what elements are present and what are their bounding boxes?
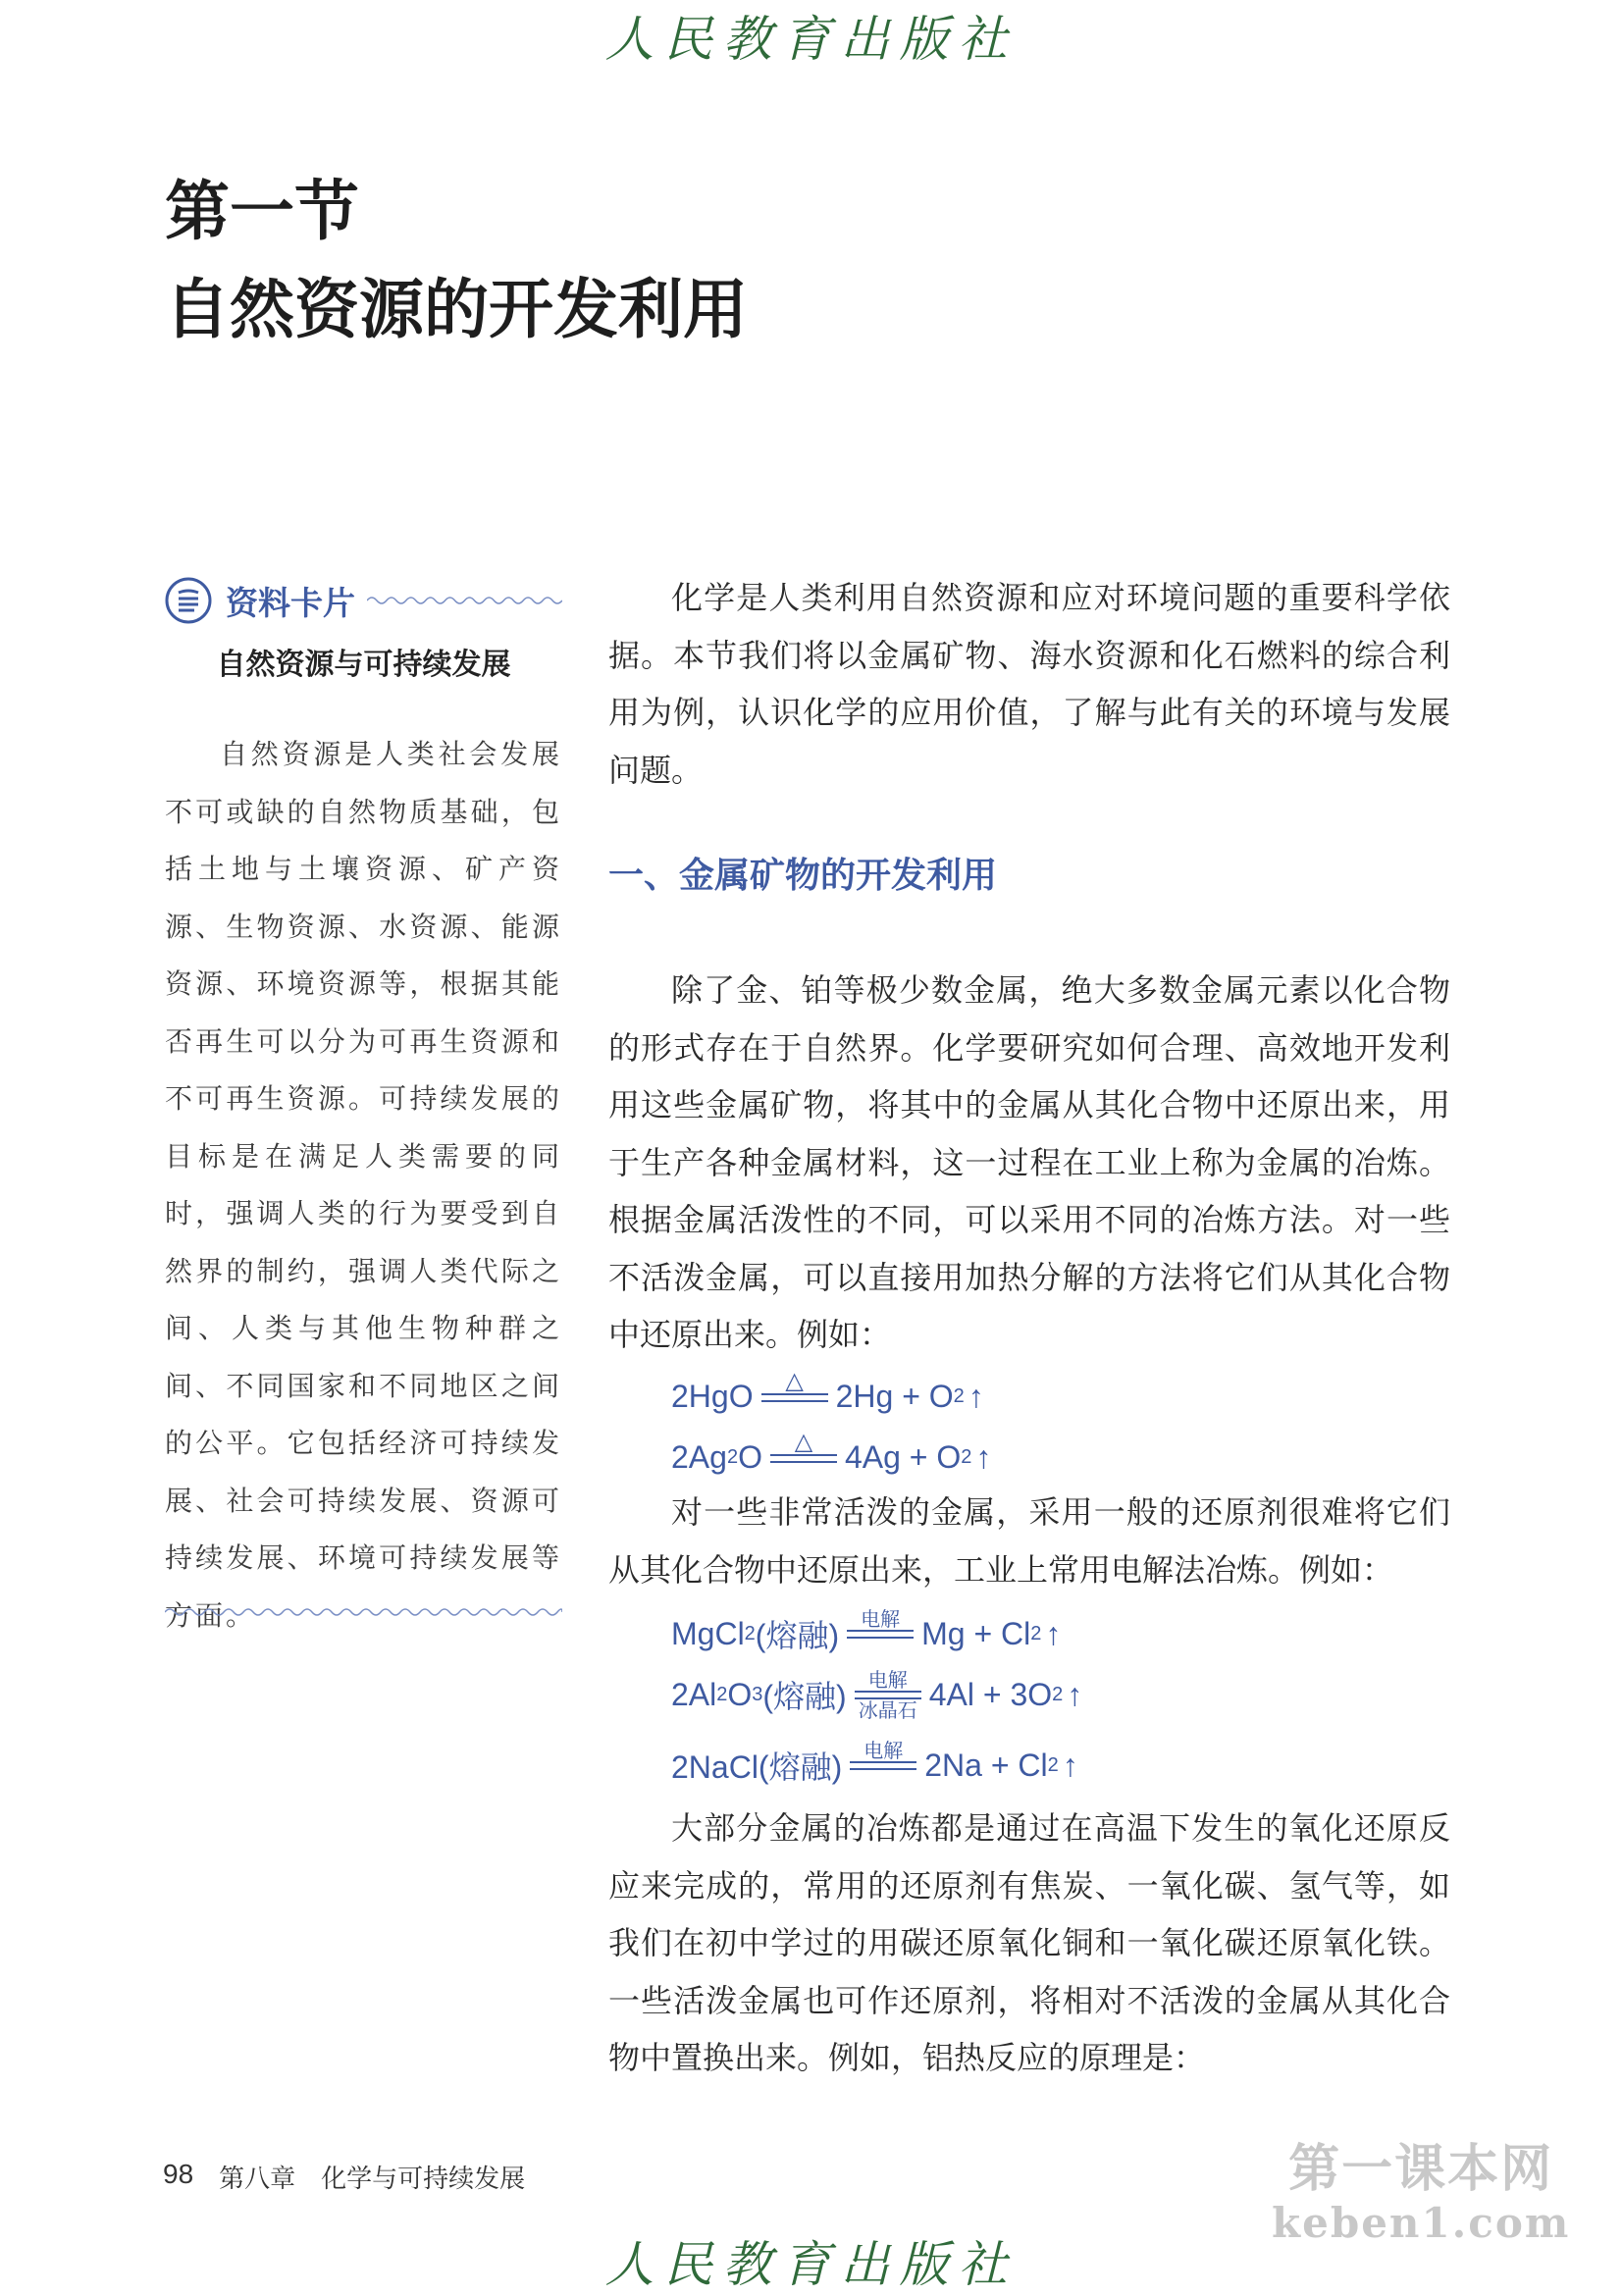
chapter-title: 化学与可持续发展 <box>321 2165 526 2194</box>
wave-divider <box>367 594 562 607</box>
paragraph-metal-smelting: 除了金、铂等极少数金属，绝大多数金属元素以化合物的形式存在于自然界。化学要研究如何合理、高效地开发利用这些金属矿物，将其中的金属从其化合物中还原出来，用于生产各种金属材料，这一过程在工业上称为金属的冶炼。根据金属活泼性的不同，可以采用不同的冶炼方法。对一些不活泼金属，可以直接用加热分解的方法将它们从其化合物中还原出来。例如： <box>608 971 1450 1353</box>
gas-arrow-icon: ↑ <box>968 1378 984 1414</box>
electrolysis-condition: 电解 <box>850 1740 916 1792</box>
paragraph-reduction: 大部分金属的冶炼都是通过在高温下发生的氧化还原反应来完成的，常用的还原剂有焦炭、一氧化碳、氢气等，如我们在初中学过的用碳还原氧化铜和一氧化碳还原氧化铁。一些活泼金属也可作还原剂，将相对不活泼的金属从其化合物中置换出来。例如，铝热反应的原理是： <box>608 1809 1450 2076</box>
paragraph-electrolysis: 对一些非常活泼的金属，采用一般的还原剂很难将它们从其化合物中还原出来，工业上常用电解法冶炼。例如： <box>608 1493 1450 1589</box>
electrolysis-condition: 电解 <box>847 1608 914 1660</box>
section-title: 自然资源的开发利用 <box>165 271 748 347</box>
electrolysis-cryolite-condition: 电解 冰晶石 <box>855 1669 921 1721</box>
site-watermark: 第一课本网 keben1.com <box>1272 2140 1571 2247</box>
document-lines-icon <box>165 577 212 624</box>
heat-condition: △ <box>761 1370 828 1424</box>
page-number: 98 <box>163 2159 194 2189</box>
gas-arrow-icon: ↑ <box>1045 1615 1062 1651</box>
data-card-header <box>165 577 562 624</box>
equation-al2o3: 2Al 2 O 3 (熔融) 电解 冰晶石 4Al + 3O 2 ↑ <box>671 1667 1083 1722</box>
section-number: 第一节 <box>165 173 359 249</box>
gas-arrow-icon: ↑ <box>1062 1747 1078 1783</box>
gas-arrow-icon: ↑ <box>1067 1676 1083 1712</box>
data-card-label: 资料卡片 <box>226 583 355 622</box>
section-heading: 一、金属矿物的开发利用 <box>608 856 998 896</box>
gas-arrow-icon: ↑ <box>975 1438 992 1475</box>
page-footer <box>163 2159 525 2195</box>
data-card-title: 自然资源与可持续发展 <box>216 648 511 682</box>
equation-mgcl2: MgCl 2 (熔融) 电解 Mg + Cl 2 ↑ <box>671 1609 1061 1658</box>
intro-paragraph: 化学是人类利用自然资源和应对环境问题的重要科学依据。本节我们将以金属矿物、海水资源和化石燃料的综合利用为例，认识化学的应用价值，了解与此有关的环境与发展问题。 <box>608 579 1450 789</box>
publisher-logo-top: 人民教育出版社 <box>604 11 1018 68</box>
publisher-logo-bottom: 人民教育出版社 <box>604 2236 1018 2293</box>
equation-hgo: 2HgO △ 2Hg + O 2 ↑ <box>671 1372 984 1421</box>
equation-ag2o: 2Ag 2 O △ 4Ag + O 2 ↑ <box>671 1433 991 1482</box>
data-card-text: 自然资源是人类社会发展不可或缺的自然物质基础，包括土地与土壤资源、矿产资源、生物资源、水资源、能源资源、环境资源等，根据其能否再生可以分为可再生资源和不可再生资源。可持续发展的目标是在满足人类需要的同时，强调人类的行为要受到自然界的制约，强调人类代际之间、人类与其他生物种群之间、不同国家和不同地区之间的公平。它包括经济可持续发展、社会可持续发展、资源可持续发展、环境可持续发展等方面。 <box>165 738 562 1632</box>
heat-condition: △ <box>770 1431 837 1485</box>
equation-nacl: 2NaCl(熔融) 电解 2Na + Cl 2 ↑ <box>671 1741 1078 1790</box>
wave-divider-bottom <box>165 1605 562 1619</box>
chapter-number: 第八章 <box>219 2165 296 2194</box>
